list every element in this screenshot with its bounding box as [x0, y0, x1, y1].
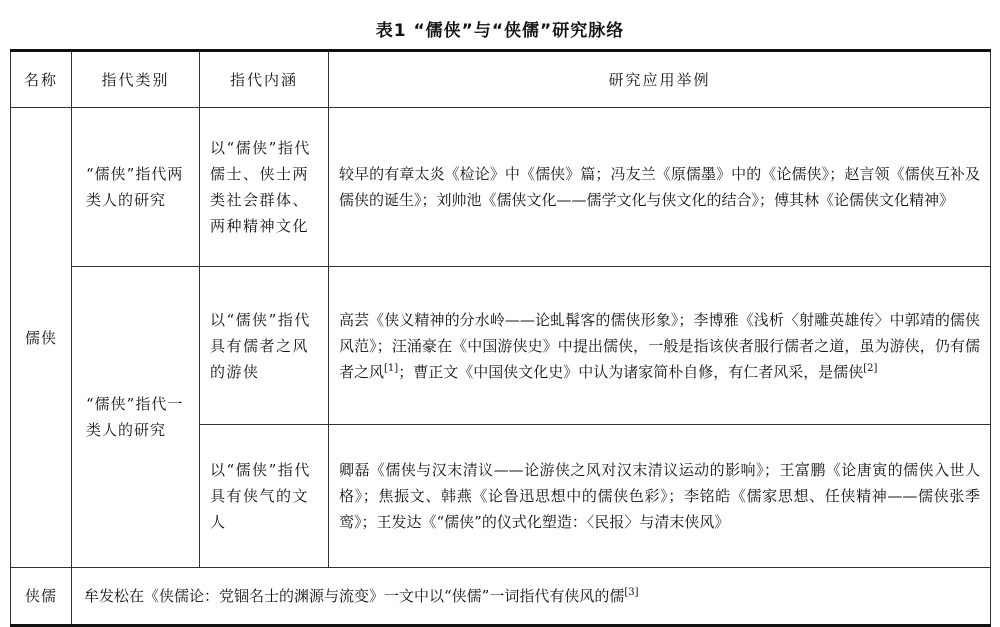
research-table: [10, 49, 991, 627]
citation-ref: [3]: [624, 587, 639, 598]
connotation-cell: 以“儒侠”指代具有儒者之风的游侠: [200, 267, 329, 425]
header-name: 名称: [11, 51, 72, 108]
table-title: 表1 “儒侠”与“侠儒”研究脉络: [375, 21, 625, 41]
examples-text: 高芸《侠义精神的分水岭——论虬髯客的儒侠形象》；李博雅《浅析〈射雕英雄传〉中郭靖的儒侠风范》；汪涌豪在《中国游侠史》中提出儒侠，一般是指该侠者服行儒者之道，虽为游侠，仍有儒者之风: [339, 310, 980, 381]
header-connotation: 指代内涵: [200, 51, 329, 108]
citation-ref: [2]: [863, 362, 878, 374]
header-examples: 研究应用举例: [329, 51, 991, 108]
header-row: [11, 51, 991, 108]
term-cell-xiaru: 侠儒: [11, 568, 72, 626]
category-cell-two-groups: “儒侠”指代两类人的研究: [72, 108, 200, 267]
examples-text: 牟发松在《侠儒论：党锢名士的渊源与流变》一文中以“侠儒”一词指代有侠风的儒: [84, 587, 625, 605]
term-cell-ruxia: 儒侠: [11, 108, 72, 568]
examples-text: ；曹正文《中国侠文化史》中认为诸家简朴自修，有仁者风采，是儒侠: [398, 362, 864, 381]
header-category: 指代类别: [72, 51, 200, 108]
table-row: [11, 568, 991, 626]
examples-cell-wide: [72, 568, 991, 626]
examples-cell: 较早的有章太炎《检论》中《儒侠》篇；冯友兰《原儒墨》中的《论儒侠》；赵言领《儒侠互补及儒侠的诞生》；刘帅池《儒侠文化——儒学文化与侠文化的结合》；傅其林《论儒侠文化精神》: [329, 108, 991, 267]
examples-cell: 卿磊《儒侠与汉末清议——论游侠之风对汉末清议运动的影响》；王富鹏《论唐寅的儒侠入世人格》；焦振文、韩燕《论鲁迅思想中的儒侠色彩》；李铭皓《儒家思想、任侠精神——儒侠张季鸾》；王发达《“儒侠”的仪式化塑造：〈民报〉与清末侠风》: [329, 425, 991, 568]
connotation-cell: 以“儒侠”指代具有侠气的文人: [200, 425, 329, 568]
examples-cell: [329, 267, 991, 425]
table-row: [11, 108, 991, 267]
category-cell-one-group: “儒侠”指代一类人的研究: [72, 267, 200, 568]
citation-ref: [1]: [384, 362, 399, 374]
connotation-cell: 以“儒侠”指代儒士、侠士两类社会群体、两种精神文化: [200, 108, 329, 267]
table-row: [11, 267, 991, 425]
